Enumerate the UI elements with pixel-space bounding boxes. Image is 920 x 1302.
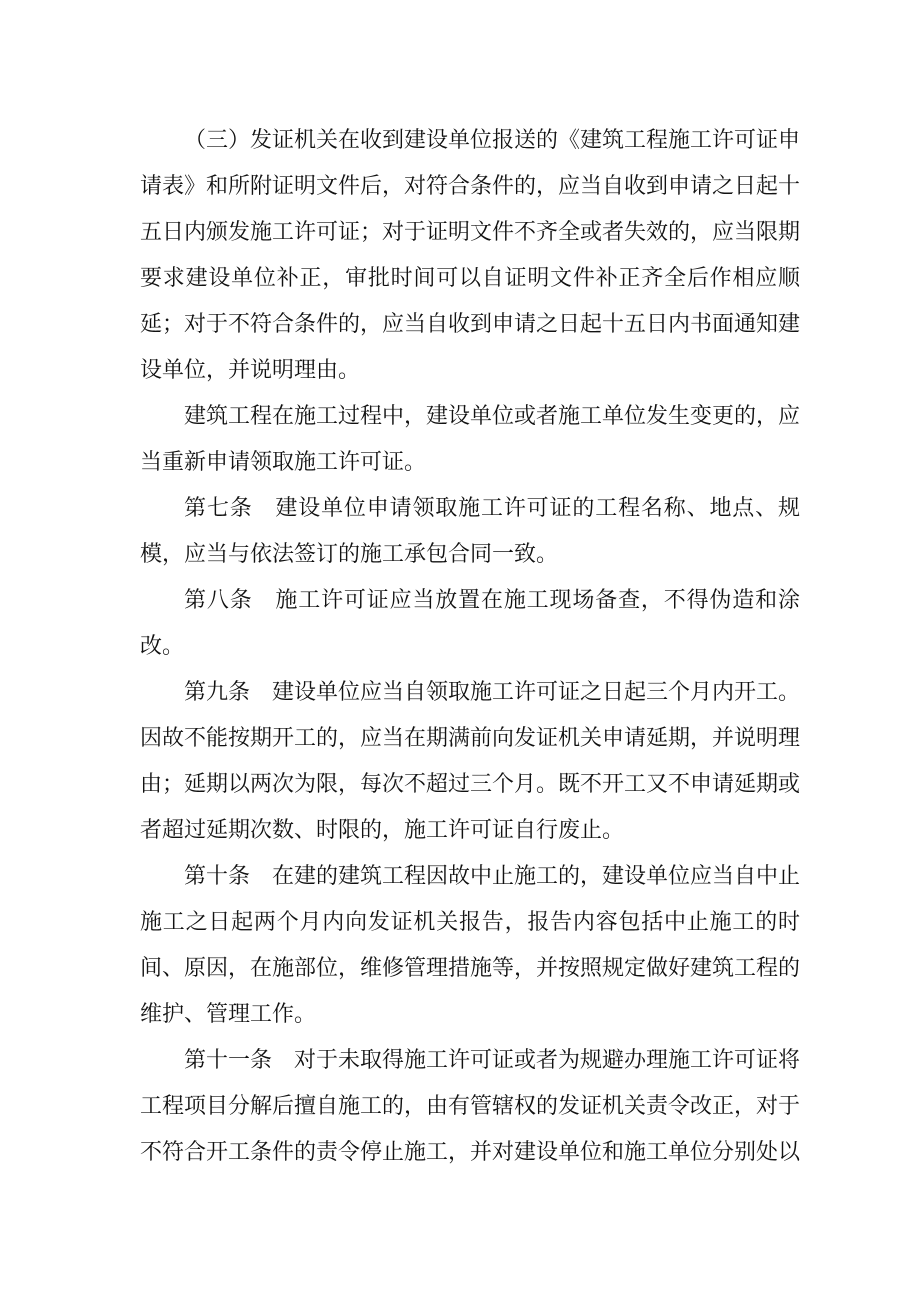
paragraph-contractor-change: 建筑工程在施工过程中，建设单位或者施工单位发生变更的，应当重新申请领取施工许可证。	[140, 404, 801, 475]
paragraph-article-7: 第七条 建设单位申请领取施工许可证的工程名称、地点、规模，应当与依法签订的施工承包合同一致。	[140, 496, 800, 567]
paragraph-article-10: 第十条 在建的建筑工程因故中止施工的，建设单位应当自中止施工之日起两个月内向发证机关报告，报告内容包括中止施工的时间、原因，在施部位，维修管理措施等，并按照规定做好建筑工程的维护、管理工作。	[140, 864, 801, 1027]
paragraph-article-9: 第九条 建设单位应当自领取施工许可证之日起三个月内开工。因故不能按期开工的，应当在期满前向发证机关申请延期，并说明理由；延期以两次为限，每次不超过三个月。既不开工又不申请延期或者超过延期次数、时限的，施工许可证自行废止。	[140, 680, 801, 843]
paragraph-article-8: 第八条 施工许可证应当放置在施工现场备查，不得伪造和涂改。	[140, 588, 800, 659]
paragraph-article-11: 第十一条 对于未取得施工许可证或者为规避办理施工许可证将工程项目分解后擅自施工的，由有管辖权的发证机关责令改正，对于不符合开工条件的责令停止施工，并对建设单位和施工单位分别处以	[140, 1048, 801, 1165]
document-page	[140, 118, 800, 1176]
paragraph-item-3: （三）发证机关在收到建设单位报送的《建筑工程施工许可证申请表》和所附证明文件后，对符合条件的，应当自收到申请之日起十五日内颁发施工许可证；对于证明文件不齐全或者失效的，应当限期要求建设单位补正，审批时间可以自证明文件补正齐全后作相应顺延；对于不符合条件的，应当自收到申请之日起十五日内书面通知建设单位，并说明理由。	[140, 128, 801, 383]
